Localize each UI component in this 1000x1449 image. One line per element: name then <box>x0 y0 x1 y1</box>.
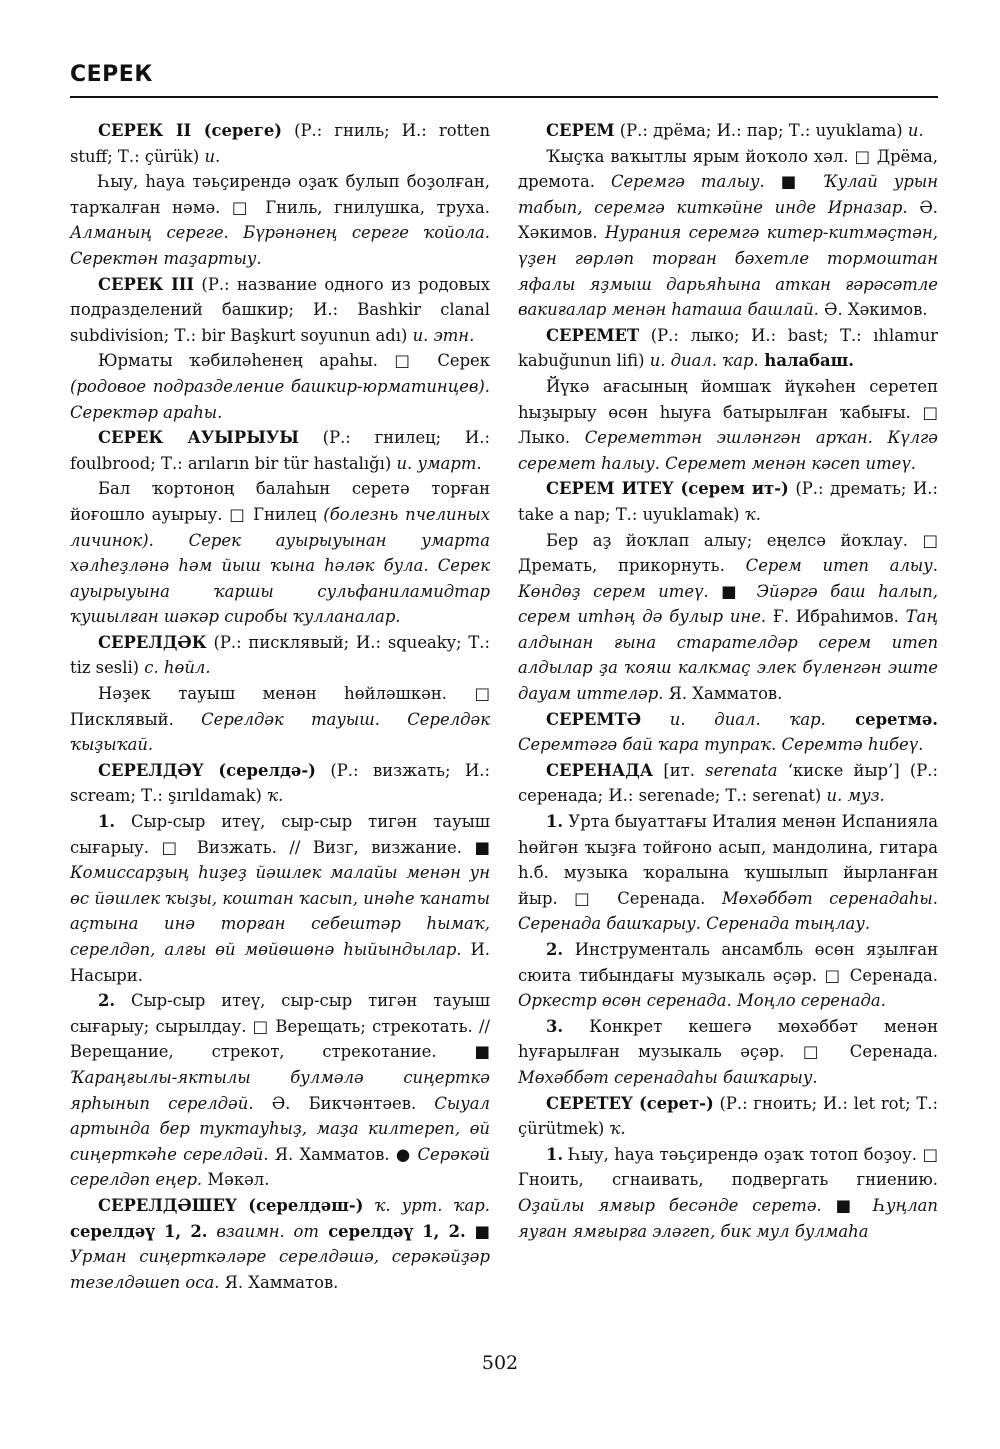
headword-text: серелдәү 1, 2. <box>318 1221 466 1241</box>
body-text: (Р.: гноить; И.: let rot; Т.: çürütmek) <box>518 1093 938 1139</box>
body-text: ■ <box>764 172 823 192</box>
left-column <box>70 118 490 1295</box>
dictionary-paragraph <box>518 758 938 809</box>
headword-text: СЕРЕМТӘ <box>546 709 641 729</box>
example-text: Мөхәббәт серенадаһы башҡарыу. <box>518 1067 818 1087</box>
body-text: ‘киске йыр’] (Р.: серенада; И.: serenade; Т.: serenat) <box>518 760 938 806</box>
example-text: Серелдәк тауыш. Серелдәк ҡыҙыҡай. <box>70 709 491 755</box>
headword-text: СЕРЕК II (серегe) <box>98 121 283 140</box>
body-text: Бал ҡортоноң балаһын серетә торған йоғошло ауырыу. □ Гнилец <box>70 479 490 524</box>
example-text: Таң алдынан ғына старателдәр серем итеп алдылар ҙа ҡояш калкмаҫ элек бүленгән эште дауам иттеләр. <box>518 607 938 704</box>
body-text: (Р.: лыко; И.: bast; Т.: ıhlamur kabuğunun lifi) <box>518 325 938 371</box>
example-text: Ҡулай урын табып, серемгә киткәйне инде Ирназар. <box>518 172 938 217</box>
example-text: Урман сиңерткәләре серелдәшә, серәкәйҙәр тезелдәшеп оса. <box>70 1247 490 1292</box>
headword-text: 1. <box>546 1144 564 1164</box>
body-text: Сыр-сыр итеү, сыр-сыр тигән тауыш сығарыу; сырылдау. □ Верещать; стрекотать. // Верещание, стрекот, стрекотание. ■ <box>70 991 490 1062</box>
headword-text: СЕРЕНАДА <box>546 760 654 780</box>
dictionary-paragraph <box>70 348 490 425</box>
example-text: Алманың серегe. Бүрәнәнең серегe ҡойола. Серектән таҙартыу. <box>70 223 490 268</box>
dictionary-paragraph <box>518 937 938 1014</box>
body-text: (Р.: название одного из родовых подразделений башкир; И.: Bashkir clanal subdivision; Т.: bir Başkurt soyunun adı) <box>70 274 490 345</box>
example-text: Оркестр өсөн серенада. Моңло серенада. <box>518 991 886 1011</box>
headword-text: 1. <box>98 812 116 832</box>
dictionary-paragraph <box>70 425 490 476</box>
headword-text: СЕРЕЛДӘҮ (серелдә-) <box>98 760 316 780</box>
body-text: Ә. Хәкимов. <box>518 197 938 243</box>
headword-text: 2. <box>546 940 564 959</box>
right-column <box>518 118 938 1244</box>
body-text: (Р.: писклявый; И.: squeaky; Т.: tiz sesli) <box>70 632 490 678</box>
example-text: ҡ. <box>267 786 284 806</box>
dictionary-paragraph <box>518 1014 938 1091</box>
body-text: (Р.: гнилец; И.: foulbrood; Т.: arıların bir tür hastalığı) <box>70 428 490 473</box>
example-text: Нурания серемгә китер-китмәҫтән, үҙен гөрләп торған бәхетле тормоштан яфалы яҙмыш дарьяһына аткан ғәрәсәтле вакиғалар менән һаташа башлай. <box>518 223 938 320</box>
headword-text: СЕРЕЛДӘШЕҮ (серелдәш-) <box>98 1195 364 1215</box>
dictionary-paragraph <box>70 118 490 169</box>
dictionary-paragraph <box>518 323 938 374</box>
dictionary-paragraph <box>70 681 490 758</box>
example-text: Серемгә талыу. <box>610 172 765 192</box>
example-text: с. һөйл. <box>144 658 211 678</box>
dictionary-paragraph <box>518 1142 938 1244</box>
body-text: (Р.: дремать; И.: take a nap; Т.: uyuklamak) <box>518 479 938 524</box>
body-text: Я. Хамматов. <box>219 1272 339 1292</box>
example-text: serenata <box>705 760 778 780</box>
body-text: Ҡыҫҡа ваҡытлы ярым йоҡоло хәл. □ Дрёма, дремота. <box>518 146 938 192</box>
dictionary-paragraph <box>70 758 490 809</box>
example-text: Серемтәгә бай ҡара тупраҡ. Серемтә һибеү. <box>518 735 924 755</box>
example-text: и. муз. <box>826 786 885 806</box>
body-text: Я. Хамматов. ● <box>268 1144 418 1164</box>
example-text: ҡ. <box>744 504 761 524</box>
body-text: ■ <box>465 1221 490 1241</box>
headword-text: 2. <box>98 991 116 1011</box>
example-text: взаимн. от <box>216 1221 319 1241</box>
dictionary-paragraph <box>70 476 490 630</box>
body-text: Йүкә ағасының йомшаҡ йүкәһен серетеп һыҙырыу өсөн һыуға батырылған ҡабығы. □ Лыко. <box>518 376 938 448</box>
headword-text: СЕРЕЛДӘК <box>98 632 207 652</box>
example-text: и. этн. <box>412 325 475 345</box>
body-text: (Р.: визжать; И.: scream; Т.: şırıldamak) <box>70 760 490 806</box>
body-text: Бер аҙ йоҡлап алыу; еңелсә йоҡлау. □ Дремать, прикорнуть. <box>518 530 938 576</box>
body-text: (Р.: гниль; И.: rotten stuff; Т.: çürük) <box>70 121 490 166</box>
example-text: (родовое подразделение башкир-юрматинцев). Серектәр араһы. <box>70 376 490 422</box>
example-text: Сыуал артында бер туктауһыҙ, маҙа килтерeп, өй сиңерткәһе серелдәй. <box>70 1093 490 1164</box>
example-text: ҡ. урт. ҡар. <box>374 1195 490 1215</box>
headword-text: СЕРЕМ <box>546 121 615 140</box>
headword-text: СЕРЕМЕТ <box>546 325 640 345</box>
body-text: Сыр-сыр итеү, сыр-сыр тигән тауыш сығарыу. □ Визжать. // Визг, визжание. ■ <box>70 812 490 857</box>
headword-text: серетмә. <box>825 709 938 729</box>
body-text: Ғ. Ибраһимов. <box>766 607 906 627</box>
example-text: Эйәргә баш һалып, серем итһәң дә булыр ине. <box>518 581 938 627</box>
example-text: Һуңлап яуған ямғырға эләгеп, бик мул булмаһа <box>518 1195 938 1241</box>
body-text <box>363 1196 374 1215</box>
example-text: Комиссарҙың һиҙеҙ йәшлек малайы менән ун өс йәшлек ҡыҙы, коштан ҡасып, инәһе ҡанаты аҫтына инә торған себештәр һымаҡ, серелдәп, алғы өй мөйөшөнә һыйындылар. <box>70 863 490 959</box>
example-text: Оҙайлы ямғыр бесәнде серетә. <box>518 1195 822 1215</box>
example-text: Сереметтән эшләнгән арҡан. Күлгә серемет һалыу. Серемет менән кәсеп итеү. <box>518 428 938 473</box>
dictionary-paragraph <box>518 809 938 937</box>
body-text: Һыу, һауа тәьҫирендә оҙаҡ булып боҙолған, тарҡалған нәмә. □ Гниль, гнилушка, труха. <box>70 172 490 217</box>
body-text: ■ <box>821 1195 874 1215</box>
dictionary-paragraph <box>70 1193 490 1295</box>
body-text: Юрматы ҡәбиләһенең араһы. □ Серек <box>98 351 490 371</box>
dictionary-paragraph <box>518 707 938 758</box>
body-text: Мәкәл. <box>202 1170 270 1190</box>
example-text: (болезнь пчелиных личинок). Серек ауырыуынан умарта хәлһеҙләнә һәм йыш ҡына һәләк була. Серек ауырыуына ҡаршы сульфаниламидтар ҡушылған шәкәр сиробы ҡулланалар. <box>70 504 491 627</box>
example-text: Серем итеп алыу. Көндөҙ серем итеү. <box>518 556 938 601</box>
body-text: Конкрет кешегә мөхәббәт менән һуғарылған музыкаль әҫәр. □ Серенада. <box>518 1016 938 1062</box>
example-text: и. <box>204 146 221 166</box>
dictionary-paragraph <box>70 169 490 271</box>
dictionary-paragraph <box>70 630 490 681</box>
example-text: и. диал. ҡар. <box>649 351 759 371</box>
body-text <box>208 1222 217 1241</box>
dictionary-paragraph <box>518 144 938 323</box>
body-text: Ә. Хәкимов. <box>818 300 928 320</box>
body-text: Инструменталь ансамбль өсөн яҙылған сюита тибындағы музыкаль әҫәр. □ Серенада. <box>518 940 938 985</box>
body-text: (Р.: дрёма; И.: пар; Т.: uyuklama) <box>614 121 908 140</box>
dictionary-paragraph <box>518 374 938 476</box>
example-text: и. умарт. <box>396 453 482 473</box>
running-head: СЕРЕК <box>70 62 153 87</box>
body-text: ■ <box>708 581 757 601</box>
example-text: Мөхәббәт серенадаһы. Серенада башҡарыу. Серенада тыңлау. <box>518 888 938 934</box>
body-text: Я. Хамматов. <box>663 684 783 704</box>
example-text: ҡ. <box>609 1119 626 1139</box>
headword-text: СЕРЕМ ИТЕҮ (серем ит-) <box>546 479 789 499</box>
headword-text: СЕРЕК АУЫРЫУЫ <box>98 428 299 448</box>
headword-text: СЕРЕК III <box>98 274 195 294</box>
dictionary-paragraph <box>518 528 938 707</box>
body-text: Нәҙек тауыш менән һөйләшкән. □ Писклявый. <box>70 684 490 729</box>
example-text: и. диал. ҡар. <box>669 709 826 729</box>
dictionary-paragraph <box>70 988 490 1193</box>
dictionary-paragraph <box>70 272 490 349</box>
body-text: И. Насыри. <box>70 940 491 985</box>
headword-text: 1. <box>546 812 564 832</box>
headword-text: 3. <box>546 1016 564 1036</box>
headword-text: һалабаш. <box>758 351 854 371</box>
dictionary-paragraph <box>70 809 490 988</box>
body-text: Ә. Бикчәнтәев. <box>253 1093 435 1113</box>
body-text: [ит. <box>653 760 706 780</box>
dictionary-paragraph <box>518 476 938 527</box>
headword-text: СЕРЕТЕҮ (серет-) <box>546 1093 714 1113</box>
headword-text: серелдәү 1, 2. <box>70 1221 208 1241</box>
header-rule <box>70 96 938 98</box>
dictionary-paragraph <box>518 1091 938 1142</box>
body-text: Урта быуаттағы Италия менән Испанияла һөйгән ҡыҙға тойғоно асып, мандолина, гитара һ.б. музыка ҡоралына ҡушылып йырланған йыр. □ Серенада. <box>518 812 938 908</box>
example-text: Серәкәй серелдәп еңер. <box>70 1144 490 1190</box>
body-text: Һыу, һауа тәьҫирендә оҙаҡ тотоп боҙоу. □ Гноить, сгнаивать, подвергать гниению. <box>518 1144 938 1190</box>
body-text <box>641 710 670 729</box>
dictionary-paragraph <box>518 118 938 144</box>
example-text: и. <box>907 121 924 140</box>
page-number: 502 <box>481 1352 519 1374</box>
example-text: Ҡараңғылы-яктылы булмәлә сиңерткә ярһынып серелдәй. <box>70 1067 490 1113</box>
